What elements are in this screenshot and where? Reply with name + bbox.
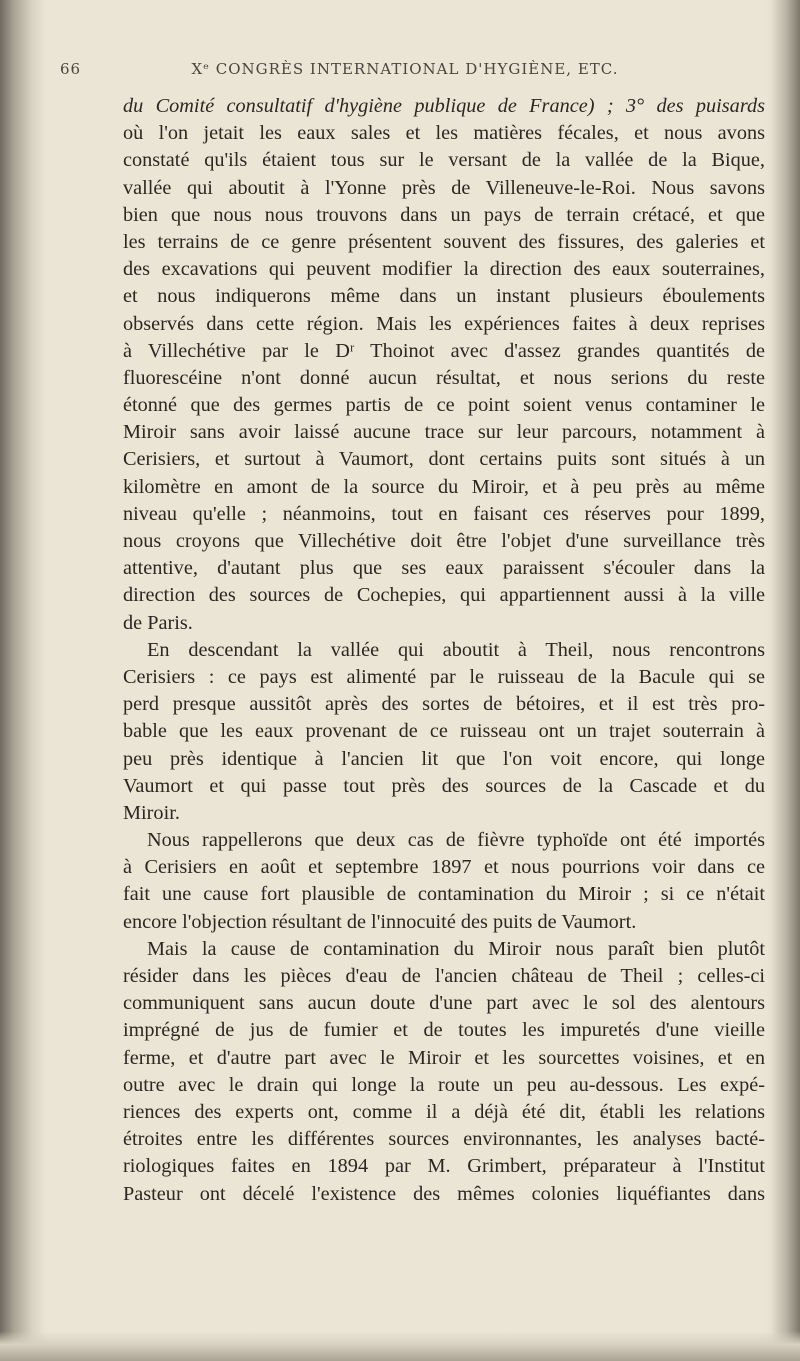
text-line: bien que nous nous trouvons dans un pays de terrain crétacé, et que	[123, 203, 765, 226]
text-line: communiquent sans aucun doute d'une part avec le sol des alentours	[123, 992, 765, 1015]
text-line: Vaumort et qui passe tout près des sources de la Cascade et du	[123, 774, 765, 797]
text-line: résider dans les pièces d'eau de l'ancien château de Theil ; celles-ci	[123, 965, 765, 987]
text-line: Miroir sans avoir laissé aucune trace sur leur parcours, notamment à	[123, 421, 765, 444]
text-line: à Cerisiers en août et septembre 1897 et nous pourrions voir dans ce	[123, 856, 765, 879]
text-line: Cerisiers : ce pays est alimenté par le ruisseau de la Bacule qui se	[123, 665, 765, 688]
text-line: nous croyons que Villechétive doit être l'objet d'une surveillance très	[123, 530, 765, 552]
text-line: riences des experts ont, comme il a déjà été dit, établi les relations	[123, 1100, 765, 1123]
text-line: où l'on jetait les eaux sales et les matières fécales, et nous avons	[123, 122, 765, 145]
running-header	[60, 60, 750, 84]
text-line: kilomètre en amont de la source du Miroir, et à peu près au même	[123, 475, 765, 498]
paragraph-start-line: Nous rappellerons que deux cas de fièvre typhoïde ont été importés	[147, 829, 765, 852]
text-line: bable que les eaux provenant de ce ruisseau ont un trajet souterrain à	[123, 720, 765, 743]
text-line: des excavations qui peuvent modifier la direction des eaux souterraines,	[123, 258, 765, 281]
page-number: 66	[60, 60, 82, 78]
text-line: outre avec le drain qui longe la route un peu au-dessous. Les expé-	[123, 1073, 765, 1096]
text-line: fluorescéine n'ont donné aucun résultat, et nous serions du reste	[123, 366, 765, 389]
text-line: attentive, d'autant plus que ses eaux paraissent s'écouler dans la	[123, 557, 765, 580]
running-title: Xᵉ CONGRÈS INTERNATIONAL D'HYGIÈNE, ETC.	[191, 60, 619, 78]
page-bottom-shadow	[0, 1331, 800, 1361]
text-line: et nous indiquerons même dans un instant plusieurs éboulements	[123, 285, 765, 308]
text-line: fait une cause fort plausible de contamination du Miroir ; si ce n'était	[123, 883, 765, 906]
paragraph-end-line: encore l'objection résultant de l'innocuité des puits de Vaumort.	[123, 910, 637, 933]
body-text	[123, 93, 765, 1208]
page-edge-shadow	[766, 0, 800, 1361]
text-line: Cerisiers, et surtout à Vaumort, dont certains puits sont situés à un	[123, 448, 765, 471]
text-line: observés dans cette région. Mais les expériences faites à deux reprises	[123, 312, 765, 335]
text-line: constaté qu'ils étaient tous sur le versant de la vallée de la Bique,	[123, 149, 765, 172]
text-line: étonné que des germes partis de ce point soient venus contaminer le	[123, 394, 765, 417]
text-line: ferme, et d'autre part avec le Miroir et les sourcettes voisines, et en	[123, 1046, 765, 1069]
text-line: à Villechétive par le Dʳ Thoinot avec d'assez grandes quantités de	[123, 339, 765, 362]
text-line: niveau qu'elle ; néanmoins, tout en faisant ces réserves pour 1899,	[123, 502, 765, 525]
text-line: étroites entre les différentes sources environnantes, les analyses bacté-	[123, 1128, 765, 1151]
paragraph-start-line: Mais la cause de contamination du Miroir nous paraît bien plutôt	[147, 937, 765, 960]
text-line: vallée qui aboutit à l'Yonne près de Villeneuve-le-Roi. Nous savons	[123, 176, 765, 199]
text-line: riologiques faites en 1894 par M. Grimbert, préparateur à l'Institut	[123, 1155, 765, 1178]
text-line: direction des sources de Cochepies, qui appartiennent aussi à la ville	[123, 584, 765, 607]
page-gutter-shadow	[0, 0, 46, 1361]
text-line: peu près identique à l'ancien lit que l'on voit encore, qui longe	[123, 747, 765, 770]
text-line: du Comité consultatif d'hygiène publique de France) ; 3° des puisards	[123, 95, 765, 117]
paragraph-end-line: de Paris.	[123, 611, 193, 634]
text-line: Pasteur ont décelé l'existence des mêmes colonies liquéfiantes dans	[123, 1182, 765, 1205]
paragraph-start-line: En descendant la vallée qui aboutit à Theil, nous rencontrons	[147, 638, 765, 661]
paragraph-end-line: Miroir.	[123, 801, 180, 824]
text-line: imprégné de jus de fumier et de toutes les impuretés d'une vieille	[123, 1019, 765, 1042]
text-line: les terrains de ce genre présentent souvent des fissures, des galeries et	[123, 230, 765, 253]
text-line: perd presque aussitôt après des sortes de bétoires, et il est très pro-	[123, 693, 765, 716]
